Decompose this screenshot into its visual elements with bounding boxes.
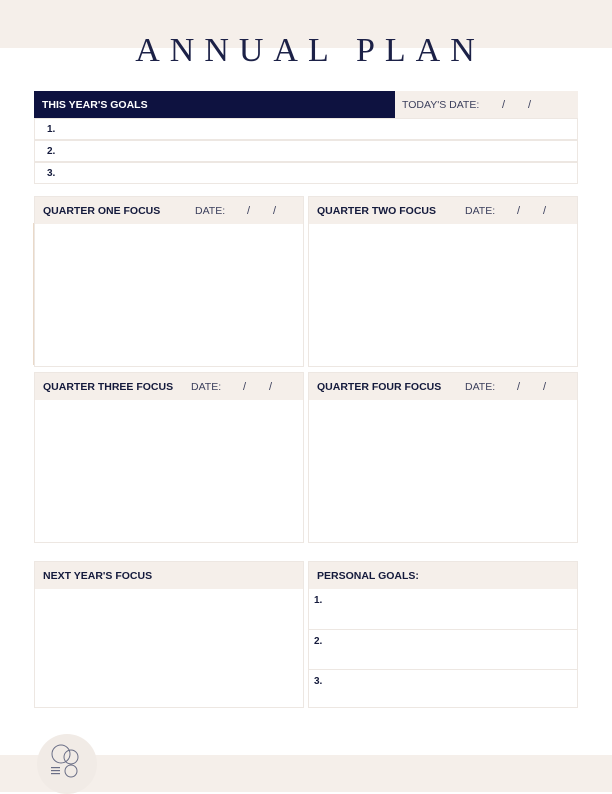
personal-goal-line-2[interactable]: 2.: [309, 629, 577, 669]
quarter-one-header: [35, 197, 303, 224]
quarter-four-date-label: DATE:: [465, 381, 496, 393]
date-slash: /: [502, 99, 506, 111]
quarter-four-label: QUARTER FOUR FOCUS: [317, 381, 442, 393]
cg-monogram-logo-icon: [37, 734, 97, 792]
personal-goals-box: [308, 561, 578, 708]
goal-line-3[interactable]: 3.: [34, 162, 578, 184]
next-year-focus-header: [35, 562, 303, 589]
quarter-one-date-label: DATE:: [195, 205, 226, 217]
date-slash: /: [517, 205, 521, 217]
date-slash: /: [528, 99, 532, 111]
quarter-one-box[interactable]: [34, 196, 304, 367]
quarter-two-header: [309, 197, 577, 224]
goal-line-1[interactable]: 1.: [34, 118, 578, 140]
personal-goals-label: PERSONAL GOALS:: [317, 570, 419, 582]
next-year-focus-box[interactable]: [34, 561, 304, 708]
goal-line-2[interactable]: 2.: [34, 140, 578, 162]
quarter-two-date-label: DATE:: [465, 205, 496, 217]
date-slash: /: [269, 381, 273, 393]
quarter-three-header: [35, 373, 303, 400]
date-slash: /: [517, 381, 521, 393]
quarter-three-date-label: DATE:: [191, 381, 222, 393]
date-slash: /: [243, 381, 247, 393]
quarter-four-header: [309, 373, 577, 400]
todays-date-label: TODAY'S DATE:: [402, 99, 480, 111]
date-slash: /: [543, 205, 547, 217]
personal-goal-line-1[interactable]: 1.: [314, 595, 323, 606]
date-slash: /: [247, 205, 251, 217]
goals-title: THIS YEAR'S GOALS: [34, 91, 395, 118]
date-slash: /: [273, 205, 277, 217]
page-title: ANNUAL PLAN: [135, 32, 485, 69]
personal-goals-header: [309, 562, 577, 589]
quarter-three-box[interactable]: [34, 372, 304, 543]
quarter-four-box[interactable]: [308, 372, 578, 543]
date-slash: /: [543, 381, 547, 393]
personal-goal-line-3[interactable]: 3.: [309, 669, 577, 708]
goals-header: [34, 91, 578, 118]
quarter-three-label: QUARTER THREE FOCUS: [43, 381, 174, 393]
next-year-focus-label: NEXT YEAR'S FOCUS: [43, 570, 153, 582]
quarter-two-box[interactable]: [308, 196, 578, 367]
quarter-one-accent-line: [33, 223, 34, 365]
quarter-one-label: QUARTER ONE FOCUS: [43, 205, 161, 217]
quarter-two-label: QUARTER TWO FOCUS: [317, 205, 436, 217]
